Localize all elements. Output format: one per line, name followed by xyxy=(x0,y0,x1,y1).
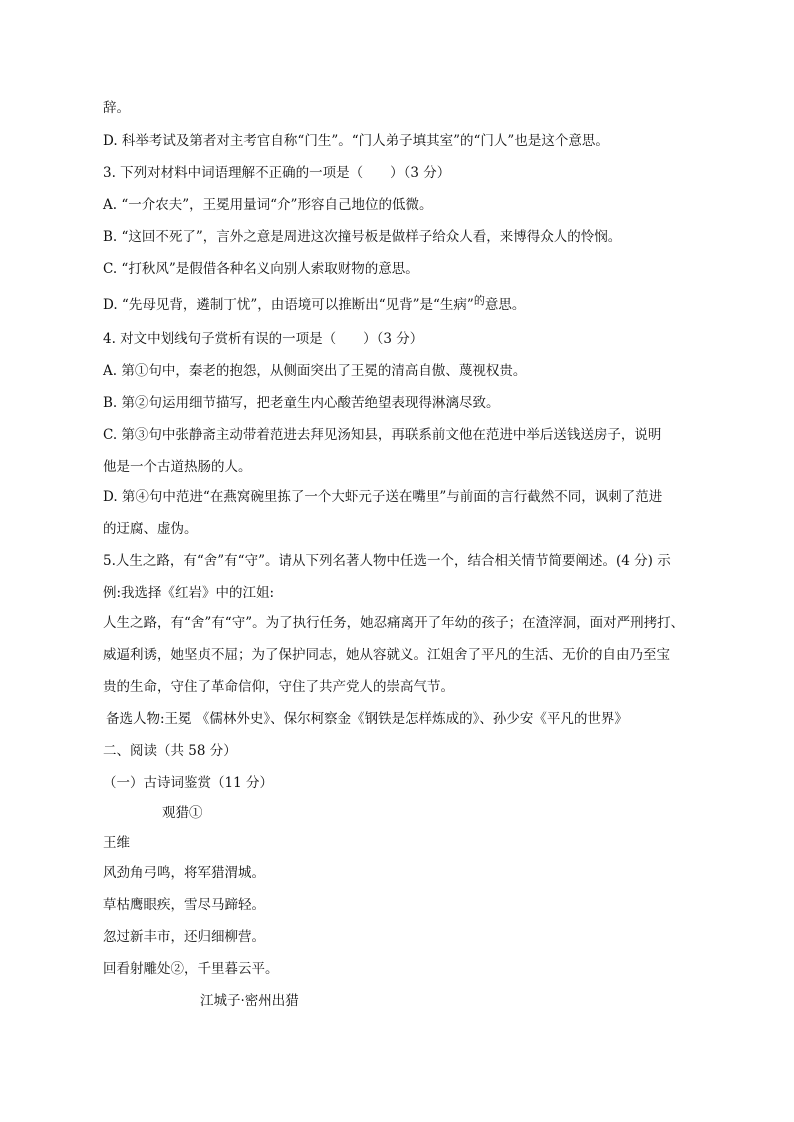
q3-option-d-raised-char: 的 xyxy=(473,294,485,307)
q3-option-c: C. “打秋风”是假借各种名义向别人索取财物的意思。 xyxy=(103,261,419,277)
q5-example-line-2: 威逼利诱，她坚贞不屈；为了保护同志，她从容就义。江姐舍了平凡的生活、无价的自由乃至宝 xyxy=(103,647,670,663)
question-3-stem: 3. 下列对材料中词语理解不正确的一项是（ ）（3 分） xyxy=(103,165,451,181)
poem-2-title: 江城子·密州出猎 xyxy=(200,993,299,1009)
q4-option-a: A. 第①句中，秦老的抱怨，从侧面突出了王冕的清高自傲、蔑视权贵。 xyxy=(103,363,527,379)
q4-option-c: C. 第③句中张静斋主动带着范进去拜见汤知县，再联系前文他在范进中举后送钱送房子，说明 xyxy=(103,427,662,443)
option-d-q2: D. 科举考试及第者对主考官自称“门生”。“门人弟子填其室”的“门人”也是这个意思。 xyxy=(103,133,609,149)
q3-option-b: B. “这回不死了”，言外之意是周进这次撞号板是做样子给众人看，来博得众人的怜悯。 xyxy=(103,229,622,245)
poem-1-line-3: 忽过新丰市，还归细柳营。 xyxy=(103,929,265,945)
q4-option-d-cont: 的迂腐、虚伪。 xyxy=(103,521,198,537)
poem-1-author: 王维 xyxy=(103,835,130,851)
q4-option-b: B. 第②句运用细节描写，把老童生内心酸苦绝望表现得淋漓尽致。 xyxy=(103,395,500,411)
q3-option-d-main: D. “先母见背，遴制丁忧”，由语境可以推断出“见背”是“生病” xyxy=(103,297,474,313)
poem-1-line-1: 风劲角弓鸣，将军猎渭城。 xyxy=(103,865,265,881)
q5-example-line-3: 贵的生命，守住了革命信仰，守住了共产党人的崇高气节。 xyxy=(103,679,454,695)
poem-1-line-2: 草枯鹰眼疾，雪尽马蹄轻。 xyxy=(103,897,265,913)
poem-1-line-4: 回看射雕处②，千里暮云平。 xyxy=(103,961,279,977)
question-4-stem: 4. 对文中划线句子赏析有误的一项是（ ）（3 分） xyxy=(103,331,424,347)
q5-example-intro: 例:我选择《红岩》中的江姐: xyxy=(103,585,275,601)
q3-option-d xyxy=(103,295,525,316)
subsection-1-heading: （一）古诗词鉴赏（11 分） xyxy=(103,775,273,791)
section-2-heading: 二、阅读（共 58 分） xyxy=(103,743,237,759)
q5-candidates: 备选人物:王冕 《儒林外史》、保尔柯察金《钢铁是怎样炼成的》、孙少安《平凡的世界》 xyxy=(106,711,628,727)
q3-option-d-end: 意思。 xyxy=(484,297,526,313)
text-line-continuation: 辞。 xyxy=(103,100,130,116)
q5-example-line-1: 人生之路，有“舍”有“守”。为了执行任务，她忍痛离开了年幼的孩子；在渣滓洞，面对严刑拷打、 xyxy=(103,615,685,631)
question-5-stem: 5.人生之路，有“舍”有“守”。请从下列名著人物中任选一个，结合相关情节简要阐述。(4 分) 示 xyxy=(103,553,671,569)
q3-option-a: A. “一介农夫”，王冕用量词“介”形容自己地位的低微。 xyxy=(103,197,433,213)
q4-option-d: D. 第④句中范进“在燕窝碗里拣了一个大虾元子送在嘴里”与前面的言行截然不同，讽刺了范进 xyxy=(103,489,663,505)
q4-option-c-cont: 他是一个古道热肠的人。 xyxy=(103,459,252,475)
poem-1-title: 观猎① xyxy=(162,805,203,821)
